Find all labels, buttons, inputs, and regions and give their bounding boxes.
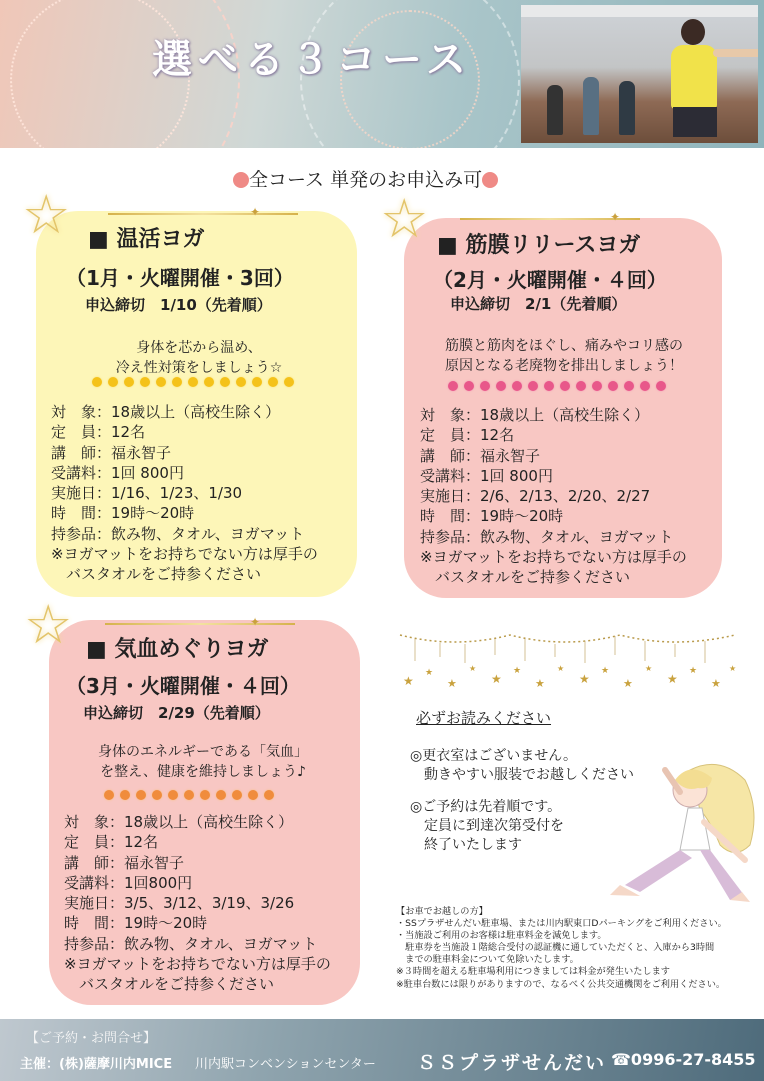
svg-text:★: ★ (425, 668, 434, 678)
svg-text:★: ★ (513, 666, 522, 676)
footer-banner (0, 1019, 764, 1081)
course-details: 対 象：18歳以上（高校生除く） 定 員：12名 講 師：福永智子 受講料：1回 800円 実施日：2/6、2/13、2/20、2/27 時 間：19時～20時 持参品：飲み物、タオル、ヨガマット ※ヨガマットをお持ちでない方は厚手の バスタオルをご持参ください (420, 406, 687, 587)
convention-center-name: 川内駅コンベンションセンター (195, 1057, 376, 1072)
course-description: 身体を芯から温め、 冷え性対策をしましょう☆ (115, 340, 283, 376)
svg-text:★: ★ (667, 672, 678, 686)
course-description: 身体のエネルギーである「気血」 を整え、健康を維持しましょう♪ (98, 744, 308, 780)
course-details: 対 象：18歳以上（高校生除く） 定 員：12名 講 師：福永智子 受講料：1回800円 実施日：3/5、3/12、3/19、3/26 時 間：19時～20時 持参品：飲み物、タオル、ヨガマット ※ヨガマットをお持ちでない方は厚手の バスタオルをご持参ください (64, 813, 331, 994)
course-deadline: 申込締切 1/10（先着順） (85, 296, 272, 314)
sparkle-icon: ✦ (250, 615, 261, 629)
svg-text:★: ★ (469, 664, 477, 673)
parking-information: 【お車でお越しの方】 ・SSプラザせんだい駐車場、または川内駅東口Dパーキングをご利用ください。 ・当施設ご利用のお客様は駐車料金を減免します。 駐車券を当施設１階総合受付の認証機に通していただくと、入庫から3時間 までの駐車料金について免除いたします。 ※３時間を超える駐車場利用につきましては料金が発生いたします ※駐車台数には限りがありますので、なるべく公共交通機関をご利用ください。 (396, 906, 727, 990)
sparkle-icon: ✦ (250, 205, 261, 219)
course-period: （2月・火曜開催・４回） (433, 268, 667, 292)
yoga-class-photo (521, 5, 758, 143)
contact-heading: 【ご予約・お問合せ】 (26, 1031, 157, 1046)
svg-text:★: ★ (535, 677, 545, 690)
sparkle-icon: ✦ (610, 210, 621, 224)
gold-line-decoration (105, 623, 295, 625)
course-period: （3月・火曜開催・４回） (66, 674, 300, 698)
star-icon: ☆ (22, 183, 71, 246)
gold-line-decoration (108, 213, 298, 215)
svg-text:★: ★ (491, 672, 502, 686)
phone-number[interactable]: ☎0996-27-8455 (611, 1050, 756, 1069)
page-title: 選べる３コース (152, 37, 472, 83)
svg-text:★: ★ (623, 677, 633, 690)
notice-item: ◎ご予約は先着順です。 定員に到達次第受付を 終了いたします (410, 799, 564, 853)
dot-divider (92, 377, 294, 389)
svg-text:★: ★ (645, 664, 653, 673)
course-details: 対 象：18歳以上（高校生除く） 定 員：12名 講 師：福永智子 受講料：1回 800円 実施日：1/16、1/23、1/30 時 間：19時～20時 持参品：飲み物、タオル、ヨガマット ※ヨガマットをお持ちでない方は厚手の バスタオルをご持参ください (51, 403, 318, 584)
header-banner (0, 0, 764, 148)
svg-text:★: ★ (403, 674, 414, 688)
svg-text:★: ★ (557, 664, 565, 673)
svg-text:★: ★ (579, 672, 590, 686)
yoga-girl-illustration (570, 750, 760, 910)
course-title: ■ 温活ヨガ (88, 227, 205, 252)
course-description: 筋膜と筋肉をほぐし、痛みやコリ感の 原因となる老廃物を排出しましょう！ (445, 338, 683, 374)
svg-text:★: ★ (601, 666, 610, 676)
dot-divider (448, 381, 666, 393)
svg-text:★: ★ (711, 677, 721, 690)
course-deadline: 申込締切 2/1（先着順） (450, 295, 627, 313)
course-title: ■ 気血めぐりヨガ (86, 637, 269, 662)
course-title: ■ 筋膜リリースヨガ (437, 233, 641, 258)
subtitle-text: 全コース 単発のお申込み可 (249, 169, 483, 191)
venue-name: ＳＳプラザせんだい (417, 1052, 607, 1074)
dot-divider (104, 790, 274, 802)
star-icon: ☆ (380, 187, 429, 250)
organizer-name: 主催：(株)薩摩川内MICE (20, 1057, 173, 1072)
notice-item: ◎更衣室はございません。 動きやすい服装でお越しください (410, 748, 634, 783)
svg-text:★: ★ (689, 666, 698, 676)
star-icon: ☆ (24, 593, 73, 656)
dot-icon (482, 172, 498, 188)
svg-text:★: ★ (729, 664, 737, 673)
dot-icon (233, 172, 249, 188)
notice-title: 必ずお読みください (416, 709, 552, 727)
star-garland-decoration (395, 627, 740, 692)
course-deadline: 申込締切 2/29（先着順） (83, 704, 270, 722)
svg-text:★: ★ (447, 677, 457, 690)
subtitle (233, 165, 498, 192)
course-period: （1月・火曜開催・3回） (66, 266, 294, 290)
